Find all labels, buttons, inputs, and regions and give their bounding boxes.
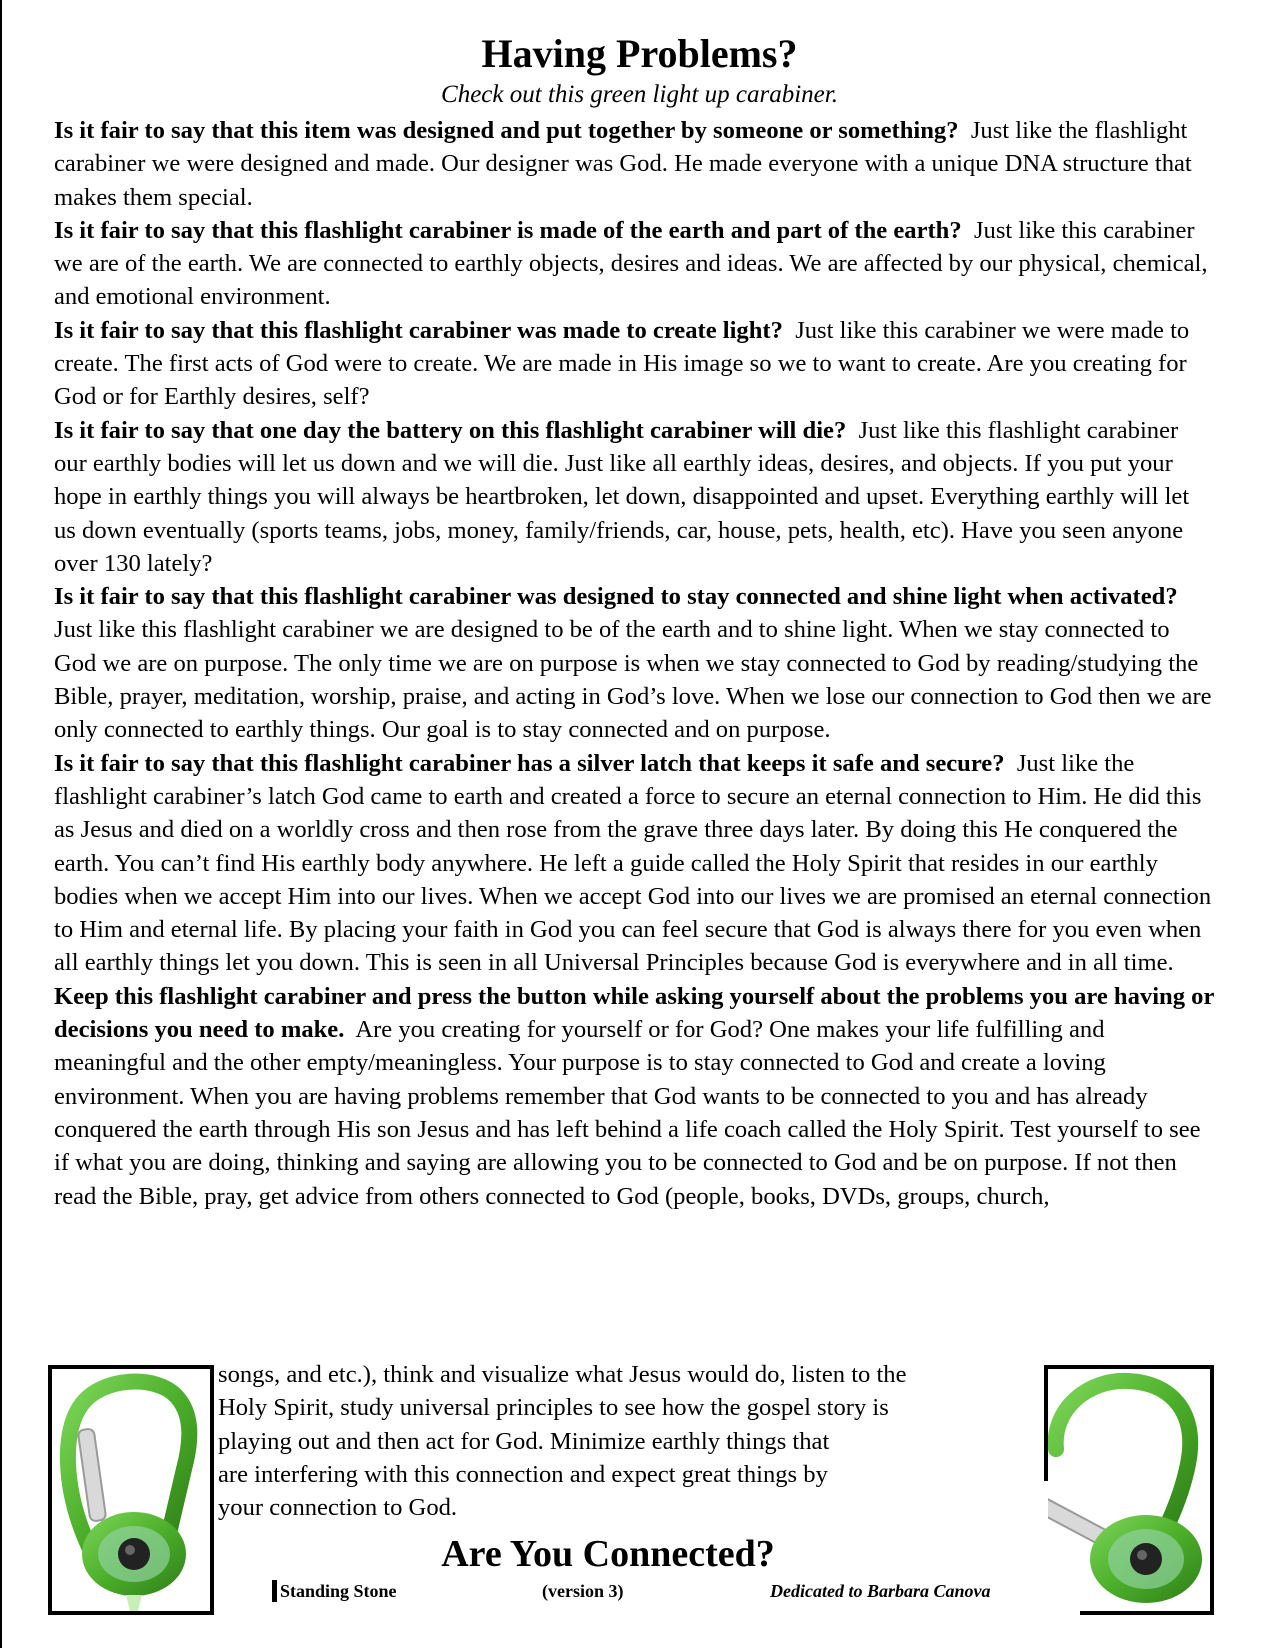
page-title: Having Problems?: [481, 31, 798, 76]
paragraph: [54, 580, 1214, 746]
paragraph-answer: Just like this flashlight carabiner we are designed to be of the earth and to shine light. When we stay connected to God we are on purpose. The only time we are on purpose is when we stay connected to God by reading/studying the Bible, prayer, meditation, worship, praise, and acting in God’s love. When we lose our connection to God then we are only connected to earthly things. Our goal is to stay connected and on purpose.: [54, 616, 1212, 744]
paragraph-answer: Are you creating for yourself or for God? One makes your life fulfilling and meaningful and the other empty/meaningless. Your purpose is to stay connected to God and create a loving environment. When you are having problems remember that God wants to be connected to you and has already conquered the earth through His son Jesus and has left behind a life coach called the Holy Spirit. Test yourself to see if what you are doing, thinking and saying are allowing you to be connected to God and be on purpose. If not then read the Bible, pray, get advice from others connected to God (people, books, DVDs, groups, church,: [54, 1016, 1201, 1210]
closing-line: playing out and then act for God. Minimize earthly things that: [218, 1427, 830, 1455]
paragraph-answer: Just like the flashlight carabiner’s latch God came to earth and created a force to secure an eternal connection to Him. He did this as Jesus and died on a worldly cross and then rose from the grave three days later. By doing this He conquered the earth. You can’t find His earthly body anywhere. He left a guide called the Holy Spirit that resides in our earthly bodies when we accept Him into our lives. When we accept God into our lives we are promised an eternal connection to Him and eternal life. By placing your faith in God you can feel secure that God is always there for you even when all earthly things let you down. This is seen in all Universal Principles because God is everywhere and in all time.: [54, 749, 1212, 977]
paragraph-answer: Just like this flashlight carabiner our earthly bodies will let us down and we will die. Just like all earthly ideas, desires, and objects. If you put your hope in earthly things you will always be heartbroken, let down, disappointed and upset. Everything earthly will let us down eventually (sports teams, jobs, money, family/friends, car, house, pets, health, etc). Have you seen anyone over 130 lately?: [54, 416, 1190, 577]
page-subtitle: Check out this green light up carabiner.: [441, 81, 838, 108]
carabiner-icon: [52, 1369, 210, 1611]
paragraph: [54, 414, 1214, 580]
paragraph-question: Is it fair to say that this flashlight carabiner was made to create light?: [54, 316, 783, 344]
paragraph: [54, 980, 1214, 1213]
footer-dedication: Dedicated to Barbara Canova: [770, 1581, 991, 1601]
carabiner-icon: [1048, 1369, 1210, 1611]
carabiner-right-image: [1044, 1365, 1214, 1615]
closing-title: Are You Connected?: [441, 1533, 775, 1575]
closing-line: songs, and etc.), think and visualize what Jesus would do, listen to the: [218, 1361, 907, 1388]
footer-brand: Standing Stone: [272, 1580, 397, 1602]
paragraph-question: Is it fair to say that one day the battery on this flashlight carabiner will die?: [54, 416, 847, 444]
paragraph-question: Is it fair to say that this item was designed and put together by someone or something?: [54, 117, 959, 144]
paragraph-question: Is it fair to say that this flashlight carabiner was designed to stay connected and shine light when activated?: [54, 583, 1178, 611]
paragraph-question: Keep this flashlight carabiner and press the button while asking yourself about the problems you are having or decisions you need to make.: [54, 982, 1214, 1044]
paragraph: [54, 314, 1214, 414]
closing-paragraph: [218, 1358, 1028, 1524]
paragraph: [54, 747, 1214, 980]
carabiner-left-image: [48, 1365, 214, 1615]
paragraph-question: Is it fair to say that this flashlight carabiner has a silver latch that keeps it safe and secure?: [54, 749, 1005, 777]
paragraph: [54, 214, 1214, 314]
paragraph-question: Is it fair to say that this flashlight carabiner is made of the earth and part of the earth?: [54, 216, 962, 244]
footer-version: (version 3): [542, 1581, 624, 1601]
paragraph-answer: Just like the flashlight carabiner we were designed and made. Our designer was God. He made everyone with a unique DNA structure that makes them special.: [54, 117, 1192, 211]
paragraph-answer: Just like this carabiner we are of the earth. We are connected to earthly objects, desires and ideas. We are affected by our physical, chemical, and emotional environment.: [54, 216, 1208, 311]
closing-line: are interfering with this connection and expect great things by: [218, 1460, 828, 1488]
closing-line: Holy Spirit, study universal principles to see how the gospel story is: [218, 1394, 889, 1422]
closing-line: your connection to God.: [218, 1494, 458, 1522]
paragraph-answer: Just like this carabiner we were made to create. The first acts of God were to create. We are made in His image so we to want to create. Are you creating for God or for Earthly desires, self?: [54, 316, 1190, 411]
paragraph: [54, 114, 1214, 214]
body-text: [54, 114, 1214, 1213]
